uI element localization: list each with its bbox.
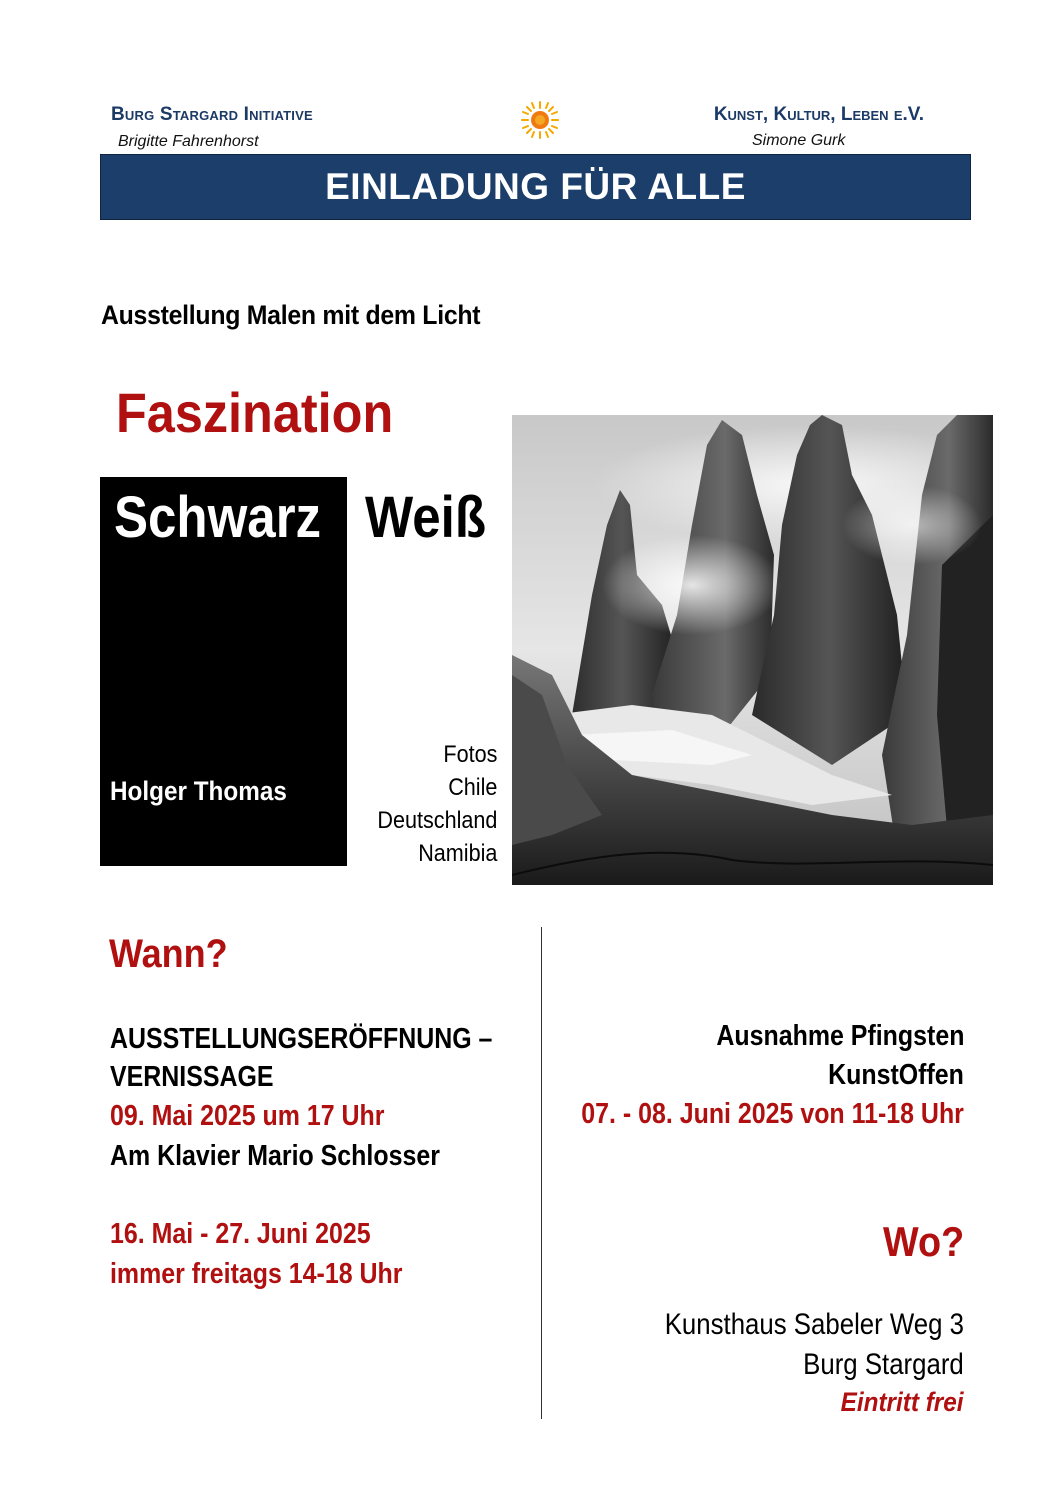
word-weiss: Weiß: [365, 485, 486, 550]
person-left-name: Brigitte Fahrenhorst: [118, 133, 259, 150]
word-schwarz: Schwarz: [114, 485, 322, 550]
artist-name: Holger Thomas: [110, 776, 287, 806]
address-line1: Kunsthaus Sabeler Weg 3: [664, 1308, 964, 1341]
opening-hours: immer freitags 14-18 Uhr: [110, 1258, 403, 1290]
exception-line1: Ausnahme Pfingsten: [715, 1020, 964, 1052]
org-left-name: Burg Stargard Initiative: [111, 104, 313, 125]
exhibition-title: Faszination: [116, 381, 394, 444]
mountain-photo: [512, 415, 993, 885]
exhibition-period: 16. Mai - 27. Juni 2025: [110, 1218, 371, 1250]
admission-info: Eintritt frei: [841, 1387, 964, 1417]
topic-item: Namibia: [417, 840, 497, 867]
photo-topics: [377, 738, 497, 870]
opening-line1: AUSSTELLUNGSERÖFFNUNG –: [110, 1023, 493, 1055]
column-divider: [541, 927, 542, 1419]
topic-item: Chile: [447, 774, 497, 801]
invitation-banner: EINLADUNG FÜR ALLE: [100, 154, 971, 220]
sun-icon: [520, 100, 560, 140]
exception-line2: KunstOffen: [828, 1059, 964, 1091]
org-right-name: Kunst, Kultur, Leben e.V.: [713, 104, 924, 125]
exhibition-subtitle: Ausstellung Malen mit dem Licht: [101, 300, 481, 330]
person-right-name: Simone Gurk: [752, 132, 846, 149]
address-line2: Burg Stargard: [803, 1348, 964, 1381]
exception-date: 07. - 08. Juni 2025 von 11-18 Uhr: [581, 1098, 964, 1130]
topic-item: Deutschland: [376, 807, 497, 834]
music-info: Am Klavier Mario Schlosser: [110, 1140, 440, 1172]
when-heading: Wann?: [109, 932, 228, 976]
opening-date: 09. Mai 2025 um 17 Uhr: [110, 1100, 385, 1132]
where-heading: Wo?: [882, 1218, 964, 1265]
topic-item: Fotos: [442, 741, 497, 768]
opening-line2: VERNISSAGE: [110, 1061, 274, 1093]
